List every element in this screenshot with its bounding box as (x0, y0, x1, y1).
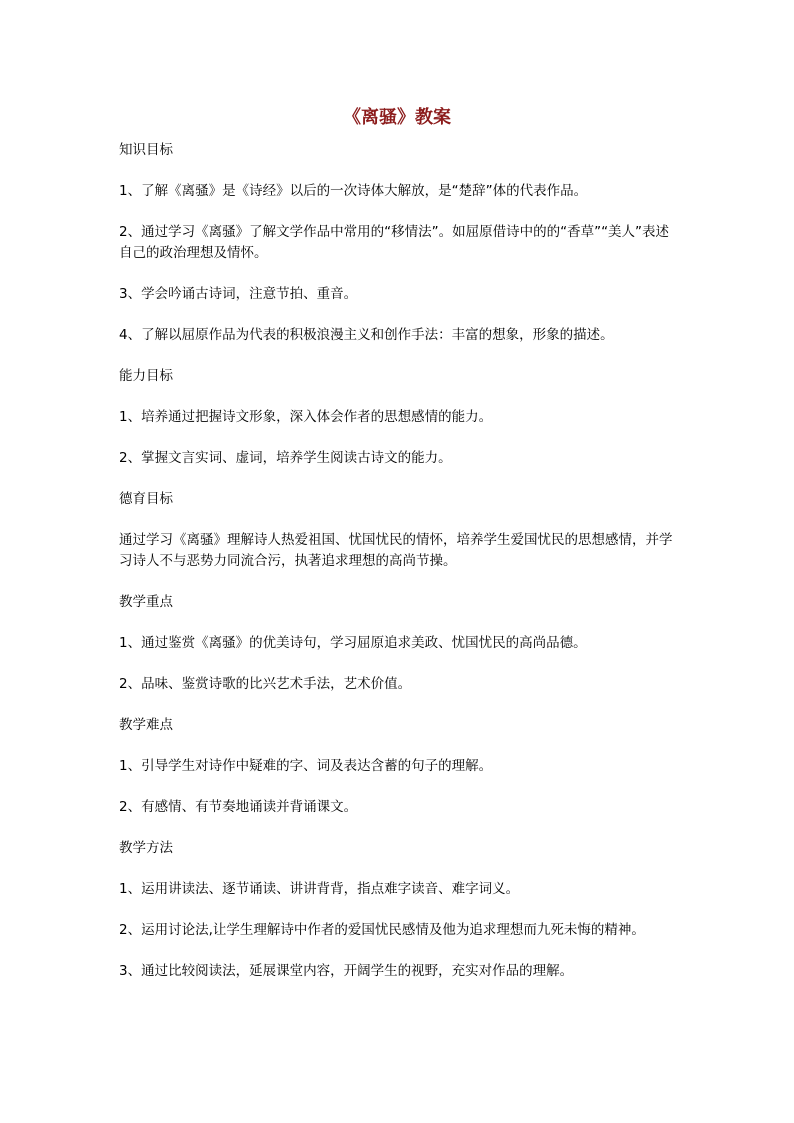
knowledge-item-4: 4、了解以屈原作品为代表的积极浪漫主义和创作手法：丰富的想象，形象的描述。 (119, 327, 614, 343)
section-heading-knowledge: 知识目标 (119, 142, 173, 158)
method-item-2: 2、运用讨论法,让学生理解诗中作者的爱国忧民感情及他为追求理想而九死未悔的精神。 (119, 922, 645, 938)
knowledge-item-1: 1、了解《离骚》是《诗经》以后的一次诗体大解放，是“楚辞”体的代表作品。 (119, 183, 588, 199)
method-item-1: 1、运用讲读法、逐节诵读、讲讲背背，指点难字读音、难字词义。 (119, 881, 520, 897)
knowledge-item-3: 3、学会吟诵古诗词，注意节拍、重音。 (119, 286, 358, 302)
section-heading-moral: 德育目标 (119, 491, 173, 507)
moral-item-1: 通过学习《离骚》理解诗人热爱祖国、忧国忧民的情怀，培养学生爱国忧民的思想感情，并学习诗人不与恶势力同流合污，执著追求理想的高尚节操。 (119, 532, 673, 569)
document-body (119, 140, 679, 1002)
ability-item-2: 2、掌握文言实词、虚词，培养学生阅读古诗文的能力。 (119, 450, 452, 466)
section-heading-ability: 能力目标 (119, 368, 173, 384)
difficulty-item-1: 1、引导学生对诗作中疑难的字、词及表达含蓄的句子的理解。 (119, 758, 493, 774)
ability-item-1: 1、培养通过把握诗文形象，深入体会作者的思想感情的能力。 (119, 409, 493, 425)
section-heading-key-points: 教学重点 (119, 594, 173, 610)
knowledge-item-2: 2、通过学习《离骚》了解文学作品中常用的“移情法”。如屈原借诗中的的“香草”“美人”表述自己的政治理想及情怀。 (119, 224, 670, 261)
key-point-item-1: 1、通过鉴赏《离骚》的优美诗句，学习屈原追求美政、忧国忧民的高尚品德。 (119, 635, 587, 651)
method-item-3: 3、通过比较阅读法，延展课堂内容，开阔学生的视野，充实对作品的理解。 (119, 963, 574, 979)
difficulty-item-2: 2、有感情、有节奏地诵读并背诵课文。 (119, 799, 358, 815)
section-heading-difficulties: 教学难点 (119, 717, 173, 733)
document-title: 《离骚》教案 (343, 107, 451, 128)
section-heading-methods: 教学方法 (119, 840, 173, 856)
key-point-item-2: 2、品味、鉴赏诗歌的比兴艺术手法，艺术价值。 (119, 676, 412, 692)
